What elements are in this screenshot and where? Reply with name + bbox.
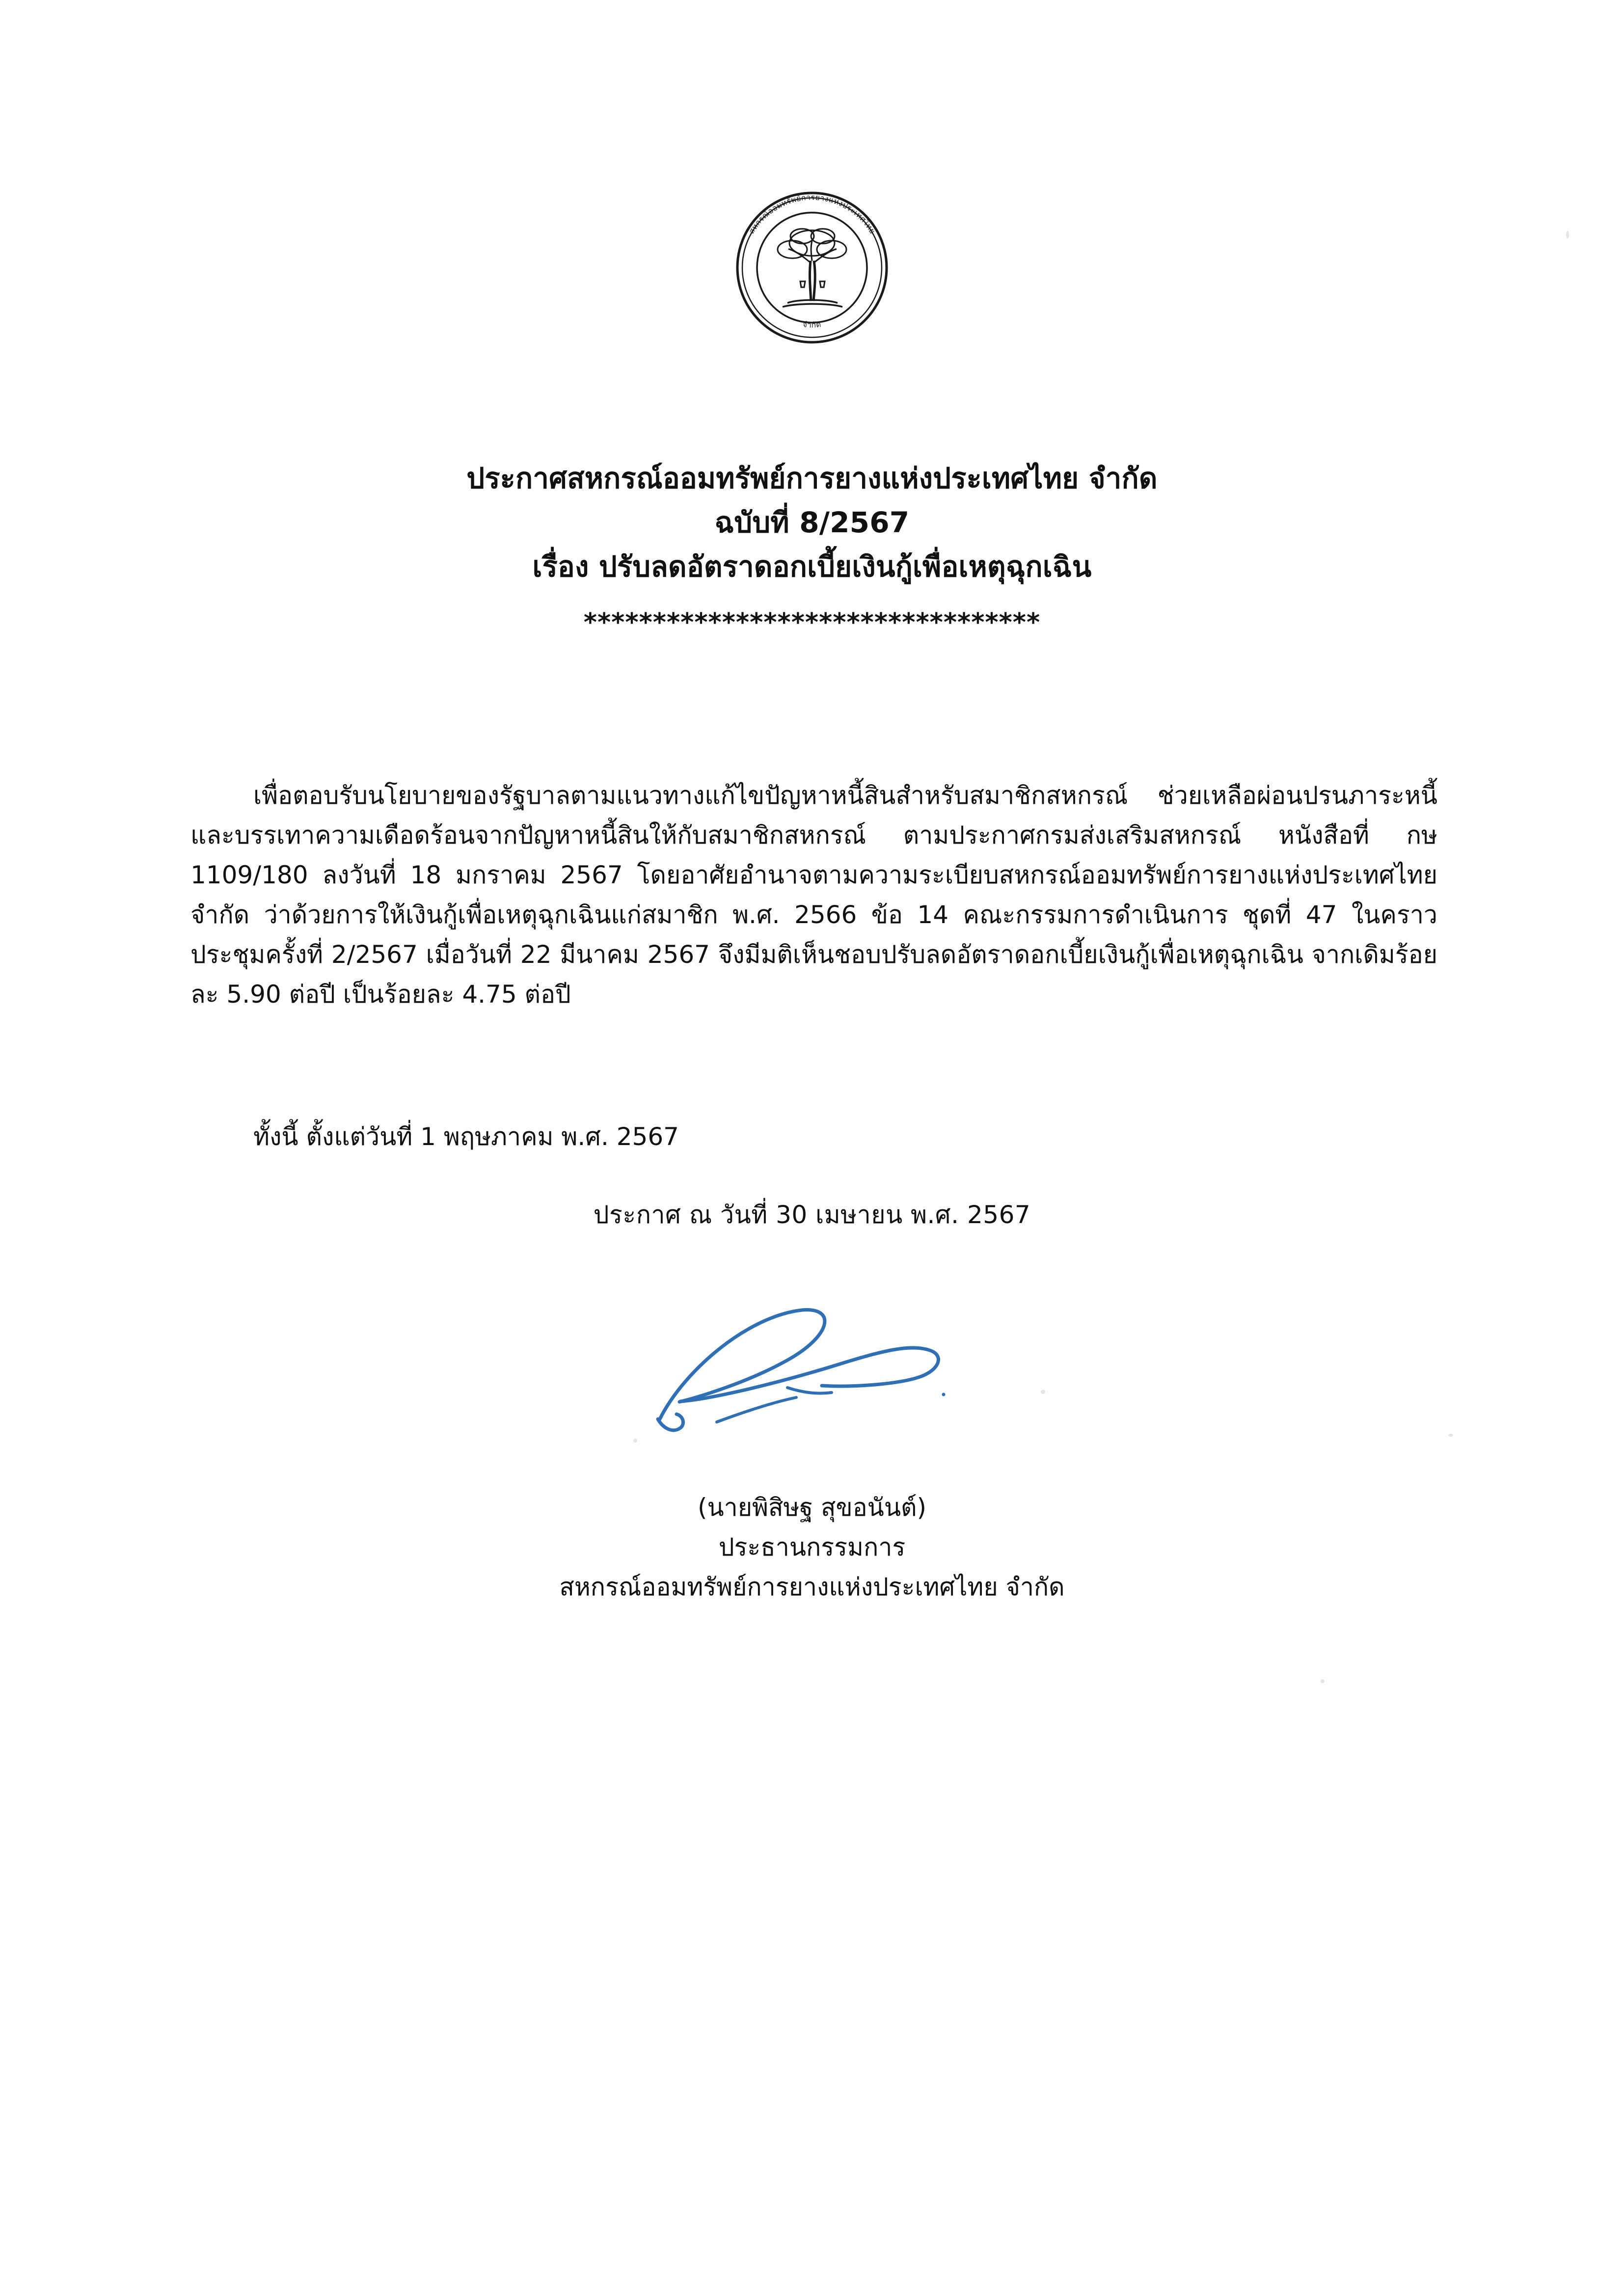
scan-speckle	[633, 1439, 637, 1443]
signature-image	[0, 1296, 1624, 1473]
body-paragraph-1: เพื่อตอบรับนโยบายของรัฐบาลตามแนวทางแก้ไขปัญหาหนี้สินสำหรับสมาชิกสหกรณ์ ช่วยเหลือผ่อนปรนภาระหนี้ และบรรเทาความเดือดร้อนจากปัญหาหนี้สินให้กับสมาชิกสหกรณ์ ตามประกาศกรมส่งเสริมสหกรณ์ หนังสือที่ กษ 1109/180 ลงวันที่ 18 มกราคม 2567 โดยอาศัยอำนาจตามความระเบียบสหกรณ์ออมทรัพย์การยางแห่งประเทศไทย จำกัด ว่าด้วยการให้เงินกู้เพื่อเหตุฉุกเฉินแก่สมาชิก พ.ศ. 2566 ข้อ 14 คณะกรรมการดำเนินการ ชุดที่ 47 ในคราวประชุมครั้งที่ 2/2567 เมื่อวันที่ 22 มีนาคม 2567 จึงมีมติเห็นชอบปรับลดอัตราดอกเบี้ยเงินกู้เพื่อเหตุฉุกเฉิน จากเดิมร้อยละ 5.90 ต่อปี เป็นร้อยละ 4.75 ต่อปี	[190, 781, 1437, 1009]
scan-speckle	[1566, 231, 1569, 239]
svg-text:จำกัด: จำกัด	[802, 320, 822, 330]
document-heading	[0, 457, 1624, 637]
heading-line-subject: เรื่อง ปรับลดอัตราดอกเบี้ยเงินกู้เพื่อเหตุฉุกเฉิน	[532, 549, 1092, 583]
heading-line-organization: ประกาศสหกรณ์ออมทรัพย์การยางแห่งประเทศไทย จำกัด	[466, 462, 1158, 495]
svg-text:สหกรณ์ออมทรัพย์การยางแห่งประเท: สหกรณ์ออมทรัพย์การยางแห่งประเทศไทย	[747, 192, 877, 236]
body-paragraph-container	[190, 776, 1437, 1014]
heading-divider-asterisks: *********************************	[583, 607, 1041, 637]
body-paragraph-2: ทั้งนี้ ตั้งแต่วันที่ 1 พฤษภาคม พ.ศ. 2567	[253, 1122, 679, 1151]
scan-speckle	[1321, 1679, 1325, 1683]
signer-name: (นายพิสิษฐ สุขอนันต์)	[697, 1493, 927, 1522]
scan-speckle	[1448, 1434, 1453, 1437]
announcement-date: ประกาศ ณ วันที่ 30 เมษายน พ.ศ. 2567	[593, 1201, 1031, 1229]
scan-speckle	[1041, 1390, 1045, 1394]
organization-seal	[0, 169, 1624, 366]
seal-emblem-icon	[714, 169, 910, 366]
heading-line-issue-number: ฉบับที่ 8/2567	[714, 505, 910, 539]
signer-organization: สหกรณ์ออมทรัพย์การยางแห่งประเทศไทย จำกัด	[559, 1573, 1065, 1601]
handwritten-signature-icon	[625, 1296, 999, 1473]
signature-block	[0, 1488, 1624, 1607]
signer-position: ประธานกรรมการ	[718, 1533, 906, 1561]
body-paragraph-2-container	[190, 1117, 1437, 1157]
